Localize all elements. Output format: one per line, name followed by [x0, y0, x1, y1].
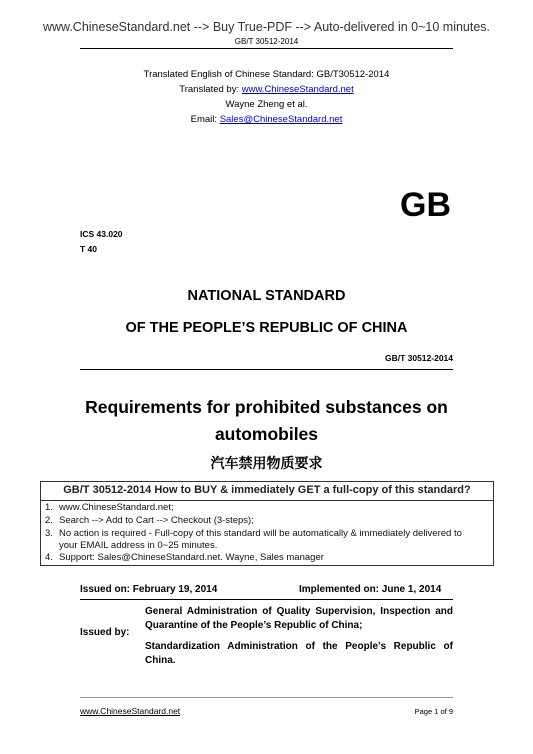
- email-label: Email:: [190, 114, 220, 125]
- purchase-step: 4. Support: Sales@ChineseStandard.net. Wayne, Sales manager: [45, 552, 324, 563]
- purchase-step: 2. Search --> Add to Cart --> Checkout (3-steps);: [45, 515, 254, 526]
- standard-number: GB/T 30512-2014: [384, 353, 453, 363]
- chinese-title: 汽车禁用物质要求: [210, 455, 323, 471]
- page-number: Page 1 of 9: [414, 707, 453, 716]
- issuing-authority-1: General Administration of Quality Supervision, Inspection and Quarantine of the People’s Republic of China;: [145, 606, 453, 631]
- republic-heading: OF THE PEOPLE’S REPUBLIC OF CHINA: [125, 320, 408, 336]
- purchase-step: 1. www.ChineseStandard.net;: [45, 502, 174, 513]
- purchase-heading: GB/T 30512-2014 How to BUY & immediately GET a full-copy of this standard?: [63, 484, 471, 496]
- footer-rule: [80, 697, 453, 698]
- header-rule: [80, 48, 453, 49]
- t-code: T 40: [80, 244, 98, 254]
- footer-site-link[interactable]: www.ChineseStandard.net: [80, 706, 181, 716]
- issuing-authority-2: Standardization Administration of the People’s Republic of China.: [145, 641, 453, 666]
- national-standard-heading: NATIONAL STANDARD: [187, 288, 346, 304]
- ics-code: ICS 43.020: [80, 229, 123, 239]
- title-rule: [80, 369, 453, 370]
- header-doc-code: GB/T 30512-2014: [234, 37, 299, 46]
- issue-rule: [80, 599, 453, 600]
- gb-mark: GB: [400, 186, 451, 224]
- issued-by-label: Issued by:: [80, 627, 130, 638]
- title-line-2: automobiles: [214, 424, 319, 444]
- title-line-1: Requirements for prohibited substances on: [85, 397, 448, 417]
- top-banner: www.ChineseStandard.net --> Buy True-PDF --> Auto-delivered in 0~10 minutes.: [42, 20, 491, 34]
- translated-by-label: Translated by:: [179, 84, 242, 95]
- translator-name: Wayne Zheng et al.: [225, 99, 308, 110]
- email-line: [0, 112, 533, 127]
- purchase-divider: [41, 500, 493, 501]
- email-link[interactable]: Sales@ChineseStandard.net: [219, 114, 343, 125]
- purchase-info-box: [40, 481, 494, 566]
- purchase-step: 3. No action is required - Full-copy of this standard will be automatically & immediately delivered to: [45, 528, 462, 539]
- implemented-on: Implemented on: June 1, 2014: [299, 584, 442, 595]
- issued-on: Issued on: February 19, 2014: [80, 584, 218, 595]
- translation-line: Translated English of Chinese Standard: GB/T30512-2014: [143, 69, 390, 80]
- translated-by: [0, 82, 533, 97]
- translator-site-link[interactable]: www.ChineseStandard.net: [241, 84, 354, 95]
- purchase-step-continued: your EMAIL address in 0~25 minutes.: [59, 540, 218, 551]
